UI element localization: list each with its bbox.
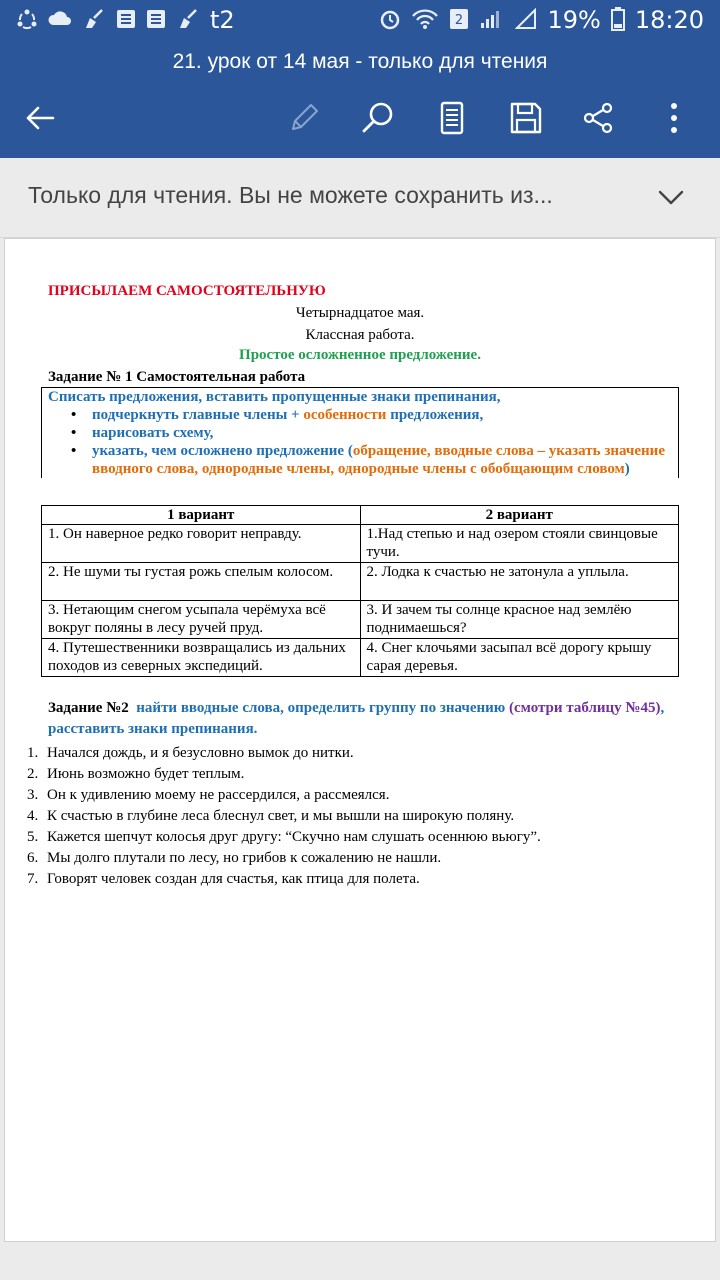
wifi-icon xyxy=(411,8,439,33)
status-bar-left xyxy=(16,6,235,34)
table-cell: 2. Лодка к счастью не затонула а уплыла. xyxy=(360,563,679,601)
toolbar xyxy=(0,90,720,146)
table-cell: 3. Нетающим снегом усыпала черёмуха всё вокруг поляны в лесу ручей пруд. xyxy=(42,601,361,639)
list-number: 6. xyxy=(27,850,39,866)
list-number: 3. xyxy=(27,787,39,803)
sentence-text: К счастью в глубине леса блеснул свет, и мы вышли на широкую поляну. xyxy=(47,808,515,824)
task2-instruction-end: , расставить знаки препинания. xyxy=(48,700,665,737)
task2-paragraph xyxy=(48,698,678,740)
bullet-marker: • xyxy=(71,443,77,459)
bullet-marker: • xyxy=(71,425,77,441)
list-item xyxy=(27,827,687,848)
task2-reference: (смотри таблицу №45) xyxy=(509,700,661,716)
table-row xyxy=(42,525,679,563)
sentences-list xyxy=(27,743,687,890)
list-item xyxy=(48,406,672,424)
chevron-down-icon[interactable] xyxy=(656,182,686,212)
status-bar xyxy=(0,0,720,40)
table-row xyxy=(42,563,679,601)
task2-title: Задание №2 xyxy=(48,700,129,716)
clock: 18:20 xyxy=(634,6,704,34)
sentence-text: Он к удивлению моему не рассердился, а рассмеялся. xyxy=(47,787,390,803)
sentence-text: Начался дождь, и я безусловно вымок до нитки. xyxy=(47,745,354,761)
broom-icon xyxy=(82,8,106,33)
bullet3-part-a: указать, чем осложнено предложение ( xyxy=(92,443,353,459)
table-header: 1 вариант xyxy=(42,506,361,525)
task1-title: Задание № 1 Самостоятельная работа xyxy=(48,369,306,385)
bullet3-part-c: ) xyxy=(624,461,630,477)
table-header: 2 вариант xyxy=(360,506,679,525)
topic-line: Простое осложненное предложение. xyxy=(239,347,481,363)
sentence-text: Мы долго плутали по лесу, но грибов к сожалению не нашли. xyxy=(47,850,442,866)
status-bar-right xyxy=(379,6,704,34)
sentence-text: Говорят человек создан для счастья, как птица для полета. xyxy=(47,871,420,887)
battery-icon xyxy=(611,7,625,34)
bullet-marker: • xyxy=(71,407,77,423)
document-title: 21. урок от 14 мая - только для чтения xyxy=(172,50,548,73)
signal-icon xyxy=(515,8,537,33)
pencil-icon xyxy=(287,101,321,135)
back-arrow-icon xyxy=(23,101,57,135)
list-item xyxy=(27,785,687,806)
list-number: 7. xyxy=(27,871,39,887)
table-cell: 2. Не шуми ты густая рожь спелым колосом. xyxy=(42,563,361,601)
signal-icon xyxy=(479,8,505,33)
bullet3-part-b: обращение, вводные слова – указать значение вводного слова, однородные члены, однородные члены с обобщающим словом xyxy=(92,443,665,477)
table-cell: 4. Путешественники возвращались из дальних походов из северных экспедиций. xyxy=(42,639,361,677)
list-item xyxy=(48,424,672,442)
table-cell: 1. Он наверное редко говорит неправду. xyxy=(42,525,361,563)
bullet1-part-c: предложения, xyxy=(386,407,484,423)
sentence-text: Кажется шепчут колосья друг другу: “Скучно нам слушать осеннюю вьюгу”. xyxy=(47,829,541,845)
search-button[interactable] xyxy=(354,94,402,142)
list-number: 4. xyxy=(27,808,39,824)
battery-percent: 19% xyxy=(547,6,601,34)
variants-table xyxy=(41,505,679,677)
app-bar xyxy=(0,40,720,158)
task1-instruction: Списать предложения, вставить пропущенные знаки препинания, xyxy=(48,389,501,405)
search-icon xyxy=(361,101,395,135)
class-work-line: Классная работа. xyxy=(305,327,415,343)
document-icon xyxy=(116,9,136,32)
date-line: Четырнадцатое мая. xyxy=(295,305,425,321)
broom-icon xyxy=(176,8,200,33)
document-page xyxy=(4,238,716,1242)
share-icon xyxy=(581,101,615,135)
save-icon xyxy=(509,101,543,135)
back-button[interactable] xyxy=(16,94,64,142)
header-red: ПРИСЫЛАЕМ САМОСТОЯТЕЛЬНУЮ xyxy=(48,283,326,299)
cloud-icon xyxy=(48,9,72,32)
list-number: 2. xyxy=(27,766,39,782)
task1-instructions-box xyxy=(41,387,679,478)
read-only-message: Только для чтения. Вы не можете сохранить из... xyxy=(28,182,553,208)
bullet2-text: нарисовать схему, xyxy=(92,425,214,441)
list-item xyxy=(27,848,687,869)
more-vertical-icon xyxy=(657,101,691,135)
bullet1-part-a: подчеркнуть главные члены + xyxy=(92,407,304,423)
sim-icon xyxy=(449,8,469,33)
svg-text:2: 2 xyxy=(455,12,464,28)
table-row xyxy=(42,639,679,677)
list-item xyxy=(48,442,672,478)
list-number: 5. xyxy=(27,829,39,845)
share-button[interactable] xyxy=(574,94,622,142)
list-item xyxy=(27,806,687,827)
table-cell: 4. Снег клочьями засыпал всё дорогу крышу сарая деревья. xyxy=(360,639,679,677)
more-options-button[interactable] xyxy=(650,94,698,142)
edit-button[interactable] xyxy=(280,94,328,142)
document-icon xyxy=(146,9,166,32)
carrier-label: t2 xyxy=(210,6,235,34)
alarm-icon xyxy=(379,8,401,33)
sentence-text: Июнь возможно будет теплым. xyxy=(47,766,245,782)
mobile-view-button[interactable] xyxy=(428,94,476,142)
list-number: 1. xyxy=(27,745,39,761)
mobile-view-icon xyxy=(435,101,469,135)
list-item xyxy=(27,869,687,890)
save-button[interactable] xyxy=(502,94,550,142)
table-header-row xyxy=(42,506,679,525)
sync-icon xyxy=(16,8,38,33)
list-item xyxy=(27,764,687,785)
task1-bullets xyxy=(48,406,672,478)
table-cell: 1.Над степью и над озером стояли свинцовые тучи. xyxy=(360,525,679,563)
task2-instruction: найти вводные слова, определить группу по значению xyxy=(136,700,506,716)
read-only-banner[interactable] xyxy=(0,158,720,238)
table-cell: 3. И зачем ты солнце красное над землёю поднимаешься? xyxy=(360,601,679,639)
table-row xyxy=(42,601,679,639)
list-item xyxy=(27,743,687,764)
bullet1-part-b: особенности xyxy=(303,407,387,423)
